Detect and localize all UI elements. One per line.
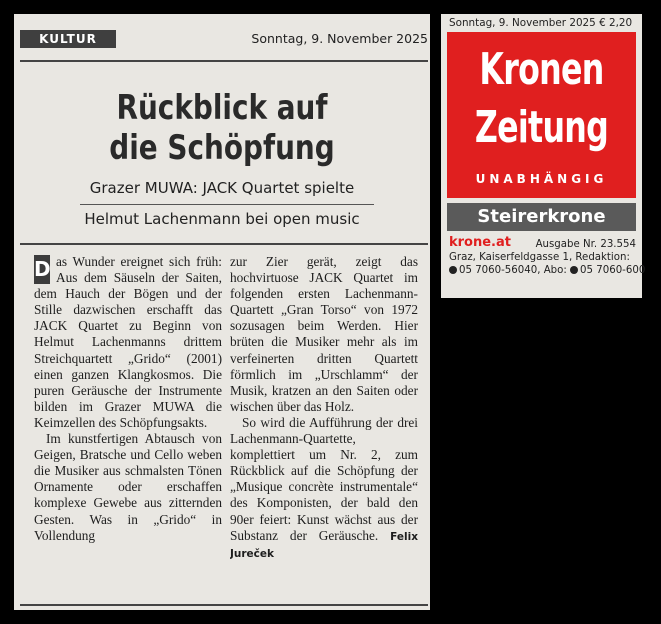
paragraph-text: So wird die Aufführung der drei Lachenmann-Quartette, komplettiert um Nr. 2, zum Rückblick auf die Schöpfung der „Musique concrète instrumentale“ des Komponisten, der bald den 90er feiert: Kunst wächst aus der Substanz der Geräusche.	[230, 414, 418, 543]
divider	[20, 243, 428, 245]
masthead-date-price: Sonntag, 9. November 2025 € 2,20	[449, 17, 633, 29]
paragraph: zur Zier gerät, zeigt das hochvirtuose JACK Quartet im folgenden ersten Lachenmann-Quartett „Gran Torso“ von 1972 sozusagen beim Werden. Hier brüten die Musiker mehr als im verfeinerten dritten Quartett förmlich im „Urschlamm“ der Musik, kratzen an den Saiten oder wischen über das Holz.	[230, 254, 418, 414]
phone-redaktion: 05 7060-56040, Abo:	[459, 265, 567, 276]
paragraph	[34, 254, 222, 431]
phone-icon	[449, 266, 457, 274]
newspaper-masthead	[441, 14, 646, 298]
subheadline-2: Helmut Lachenmann bei open music	[84, 210, 360, 228]
headline-line-2: die Schöpfung	[109, 128, 335, 168]
logo-word-2: Zeitung	[474, 102, 609, 153]
paragraph: Im kunstfertigen Abtausch von Geigen, Bratsche und Cello weben die Musiker aus schmalsten Tönen Ornamente oder erschaffen komplexe Gewebe aus zitternden Gesten. Was in „Grido“ in Vollendung	[34, 431, 222, 543]
article-body	[34, 254, 418, 592]
issue-date: Sonntag, 9. November 2025	[251, 31, 428, 46]
text-column-2	[230, 254, 418, 592]
masthead-logo	[447, 32, 636, 198]
headline	[51, 88, 392, 168]
article-clipping	[14, 14, 430, 610]
headline-line-1: Rückblick auf	[116, 88, 328, 128]
editorial-address: Graz, Kaiserfeldgasse 1, Redaktion:	[449, 252, 630, 263]
section-label: KULTUR	[20, 30, 116, 48]
phone-icon	[570, 266, 578, 274]
section-header	[20, 30, 428, 48]
divider	[20, 60, 428, 62]
divider	[20, 604, 428, 606]
regional-banner: Steirerkrone	[447, 203, 636, 231]
subheadline-1: Grazer MUWA: JACK Quartet spielte	[89, 179, 355, 197]
logo-word-1: Kronen	[479, 44, 604, 95]
divider	[80, 204, 374, 205]
logo-tagline: UNABHÄNGIG	[475, 172, 608, 186]
drop-cap: D	[34, 255, 50, 284]
paragraph-text: as Wunder ereignet sich früh: Aus dem Säuseln der Saiten, dem Hauch der Bögen und der Stille dazwischen erschafft das JACK Quartet zu Beginn von Helmut Lachenmanns drittem Streichquartett „Grido“ (2001) einen ganzen Klangkosmos. Die puren Geräusche der Instrumente bilden im Grazer MUWA die Keimzellen des Schöpfungsakts.	[34, 254, 222, 430]
edition-number: Ausgabe Nr. 23.554	[535, 239, 636, 250]
contact-phones	[449, 265, 645, 276]
paragraph	[230, 415, 418, 562]
author-byline: Felix Jureček	[230, 530, 418, 560]
text-column-1	[34, 254, 222, 592]
website-link: krone.at	[449, 235, 511, 250]
phone-abo: 05 7060-600	[580, 265, 646, 276]
